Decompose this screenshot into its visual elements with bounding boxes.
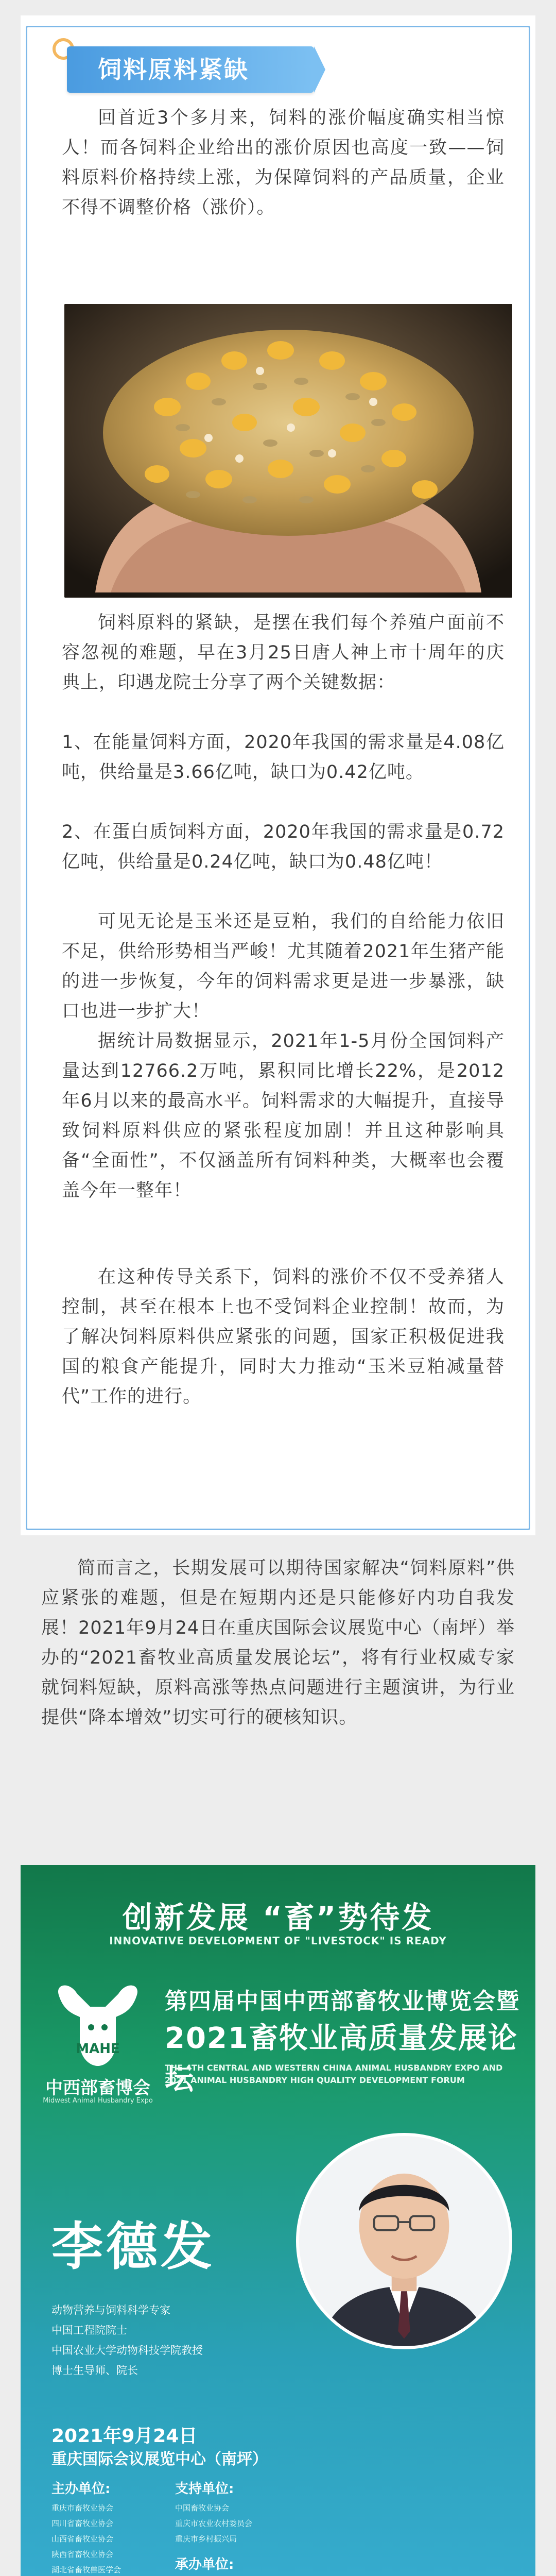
farm-illustration (21, 2571, 535, 2576)
expo-title-en (165, 2062, 525, 2087)
speaker-portrait (296, 2133, 512, 2349)
speaker-titles (51, 2300, 288, 2381)
host-label: 主办单位: (51, 2481, 111, 2497)
bull-head-icon (49, 1976, 147, 2079)
host-item: 四川省畜牧业协会 (51, 2519, 114, 2528)
grain-photo (64, 304, 512, 598)
support-item: 重庆市乡村振兴局 (175, 2534, 237, 2544)
article-panel (21, 15, 535, 1535)
paragraph-5: 可见无论是玉米还是豆粕，我们的自给能力依旧不足，供给形势相当严峻！尤其随着2021年生猪产能的进一步恢复，今年的饲料需求更是进一步暴涨，缺口也进一步扩大！ (62, 911, 505, 1022)
logo-mark: MAHE (76, 2041, 120, 2057)
summary-paragraph: 简而言之，长期发展可以期待国家解决“饲料原料”供应紧张的难题，但是在短期内还是只能修好内功自我发展！2021年9月24日在重庆国际会议展览中心（南坪）举办的“2021畜牧业高质量发展论坛”，将有行业权威专家就饲料短缺，原料高涨等热点问题进行主题演讲，为行业提供“降本增效”切实可行的硬核知识。 (41, 1558, 515, 1728)
expo-en-line2: 2021 ANIMAL HUSBANDRY HIGH QUALITY DEVELOPMENT FORUM (165, 2075, 465, 2085)
host-item: 山西省畜牧业协会 (51, 2534, 114, 2544)
event-poster (21, 1865, 535, 2576)
expo-title-line2: 2021畜牧业高质量发展论坛 (165, 2022, 518, 2096)
hands-with-grain-image (64, 304, 512, 598)
expo-title-line1: 第四届中国中西部畜牧业博览会暨 (165, 1988, 520, 2014)
support-organizations (175, 2478, 293, 2576)
speaker-title-3: 中国农业大学动物科技学院教授 (51, 2344, 203, 2357)
logo-sub: Midwest Animal Husbandry Expo (43, 2097, 153, 2105)
paragraph-1: 回首近3个多月来，饲料的涨价幅度确实相当惊人！而各饲料企业给出的涨价原因也高度一致——饲料原料价格持续上涨，为保障饲料的产品质量，企业不得不调整价格（涨价）。 (62, 108, 505, 218)
host-item: 重庆市畜牧业协会 (51, 2503, 114, 2513)
speaker-photo (299, 2136, 509, 2346)
event-date: 2021年9月24日 (51, 2426, 198, 2447)
expo-en-line1: THE 4TH CENTRAL AND WESTERN CHINA ANIMAL HUSBANDRY EXPO AND (165, 2063, 503, 2073)
support-label: 支持单位: (175, 2481, 234, 2497)
organizer-label: 承办单位: (175, 2557, 234, 2572)
host-item: 陕西省畜牧业协会 (51, 2550, 114, 2559)
logo-name: 中西部畜博会 (45, 2078, 150, 2098)
speaker-title-4: 博士生导师、院长 (51, 2364, 138, 2377)
paragraph-6: 据统计局数据显示，2021年1-5月份全国饲料产量达到12766.2万吨，累积同比增长22%，是2012年6月以来的最高水平。饲料需求的大幅提升，直接导致饲料原料供应的紧张程度加剧！并且这种影响具备“全面性”，不仅涵盖所有饲料种类，大概率也会覆盖今年一整年！ (62, 1031, 505, 1201)
host-organizations (51, 2478, 170, 2576)
speaker-name: 李德发 (51, 2216, 215, 2277)
speaker-title-1: 动物营养与饲料科学专家 (51, 2304, 170, 2316)
speaker-title-2: 中国工程院院士 (51, 2324, 127, 2336)
paragraph-7: 在这种传导关系下，饲料的涨价不仅不受养猪人控制，甚至在根本上也不受饲料企业控制！故而，为了解决饲料原料供应紧张的问题，国家正积极促进我国的粮食产能提升，同时大力推动“玉米豆粕减量替代”工作的进行。 (62, 1267, 505, 1407)
support-item: 重庆市农业农村委员会 (175, 2519, 253, 2528)
poster-slogan: 创新发展 “畜”势待发 (122, 1900, 434, 1935)
support-item: 中国畜牧业协会 (175, 2503, 230, 2513)
host-item: 湖北省畜牧兽医学会 (51, 2565, 121, 2574)
event-venue: 重庆国际会议展览中心（南坪） (51, 2450, 268, 2468)
section-title: 饲料原料紧缺 (67, 46, 314, 93)
farm-animals-icon (21, 2571, 535, 2576)
paragraph-4: 2、在蛋白质饲料方面，2020年我国的需求量是0.72亿吨，供给量是0.24亿吨，缺口为0.48亿吨！ (62, 822, 505, 872)
poster-slogan-en: INNOVATIVE DEVELOPMENT OF "LIVESTOCK" IS READY (109, 1935, 447, 1947)
paragraph-2: 饲料原料的紧缺，是摆在我们每个养殖户面前不容忽视的难题，早在3月25日唐人神上市十周年的庆典上，印遇龙院士分享了两个关键数据： (62, 613, 505, 693)
paragraph-3: 1、在能量饲料方面，2020年我国的需求量是4.08亿吨，供给量是3.66亿吨，缺口为0.42亿吨。 (62, 732, 505, 783)
mahe-logo (49, 1976, 147, 2079)
